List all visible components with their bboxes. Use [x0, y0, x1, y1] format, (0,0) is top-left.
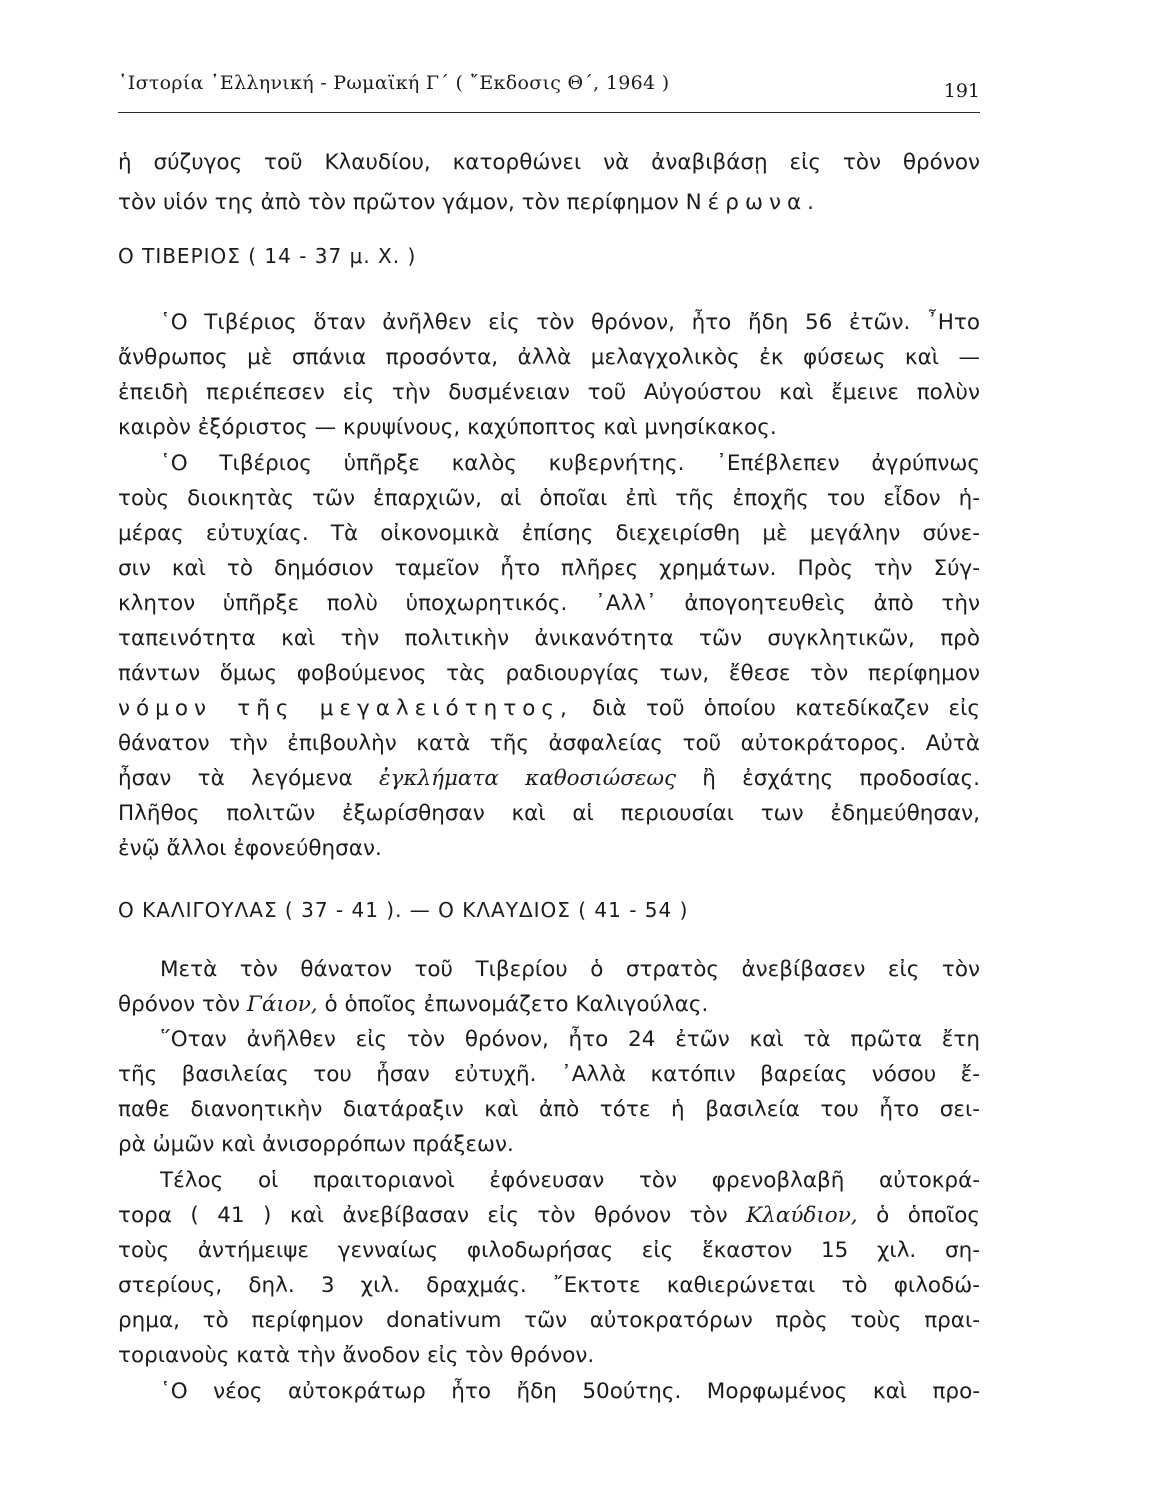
- text-span: θρόνον τὸν: [118, 992, 247, 1017]
- text-line: σιν καὶ τὸ δημόσιον ταμεῖον ἦτο πλῆρες χρημάτων. Πρὸς τὴν Σύγ-: [118, 556, 980, 581]
- page-number: 191: [943, 80, 980, 102]
- text-line: καιρὸν ἐξόριστος — κρυψίνους, καχύποπτος καὶ μνησίκακος.: [118, 415, 777, 440]
- text-line: [118, 990, 980, 1020]
- text-line: ρημα, τὸ περίφημον donativum τῶν αὐτοκρατόρων πρὸς τοὺς πραι-: [118, 1308, 980, 1333]
- text-line: θάνατον τὴν ἐπιβουλὴν κατὰ τῆς ἀσφαλείας τοῦ αὐτοκράτορος. Αὐτὰ: [118, 731, 980, 756]
- spaced-name: Νέρωνα.: [685, 190, 820, 215]
- text-line: κλητον ὑπῆρξε πολὺ ὑποχωρητικός. ᾽Αλλ᾽ ἀπογοητευθεὶς ἀπὸ τὴν: [118, 591, 980, 616]
- text-line: Μετὰ τὸν θάνατον τοῦ Τιβερίου ὁ στρατὸς ἀνεβίβασεν εἰς τὸν: [160, 957, 980, 982]
- text-line: ρὰ ὠμῶν καὶ ἀνισορρόπων πράξεων.: [118, 1132, 514, 1157]
- text-line: Πλῆθος πολιτῶν ἐξωρίσθησαν καὶ αἱ περιουσίαι των ἐδημεύθησαν,: [118, 801, 980, 826]
- text-line: ῞Οταν ἀνῆλθεν εἰς τὸν θρόνον, ἦτο 24 ἐτῶν καὶ τὰ πρῶτα ἔτη: [160, 1027, 980, 1052]
- text-line: ταπεινότητα καὶ τὴν πολιτικὴν ἀνικανότητα τῶν συγκλητικῶν, πρὸ: [118, 626, 980, 651]
- text-line: ῾Ο Τιβέριος ὅταν ἀνῆλθεν εἰς τὸν θρόνον, ἦτο ἤδη 56 ἐτῶν. ῏Ητο: [160, 310, 980, 335]
- italic-term: ἐγκλήματα καθοσιώσεως: [378, 766, 677, 791]
- text-line: τῆς βασιλείας του ἦσαν εὐτυχῆ. ᾽Αλλὰ κατόπιν βαρείας νόσου ἔ-: [118, 1062, 980, 1087]
- running-title: ῾Ιστορία ῾Ελληνική - Ρωμαϊκή Γ΄ ( ῎Εκδοσις Θ΄, 1964 ): [118, 72, 670, 94]
- italic-name: Κλαύδιον,: [746, 1203, 858, 1228]
- text-span: ὁ ὁποῖος ἐπωνομάζετο Καλιγούλας.: [317, 992, 709, 1017]
- section-heading-tiberius: Ο ΤΙΒΕΡΙΟΣ ( 14 - 37 μ. Χ. ): [118, 244, 417, 268]
- text-line: πάντων ὅμως φοβούμενος τὰς ραδιουργίας των, ἔθεσε τὸν περίφημον: [118, 661, 980, 686]
- text-line: τοὺς διοικητὰς τῶν ἐπαρχιῶν, αἱ ὁποῖαι ἐπὶ τῆς ἐποχῆς του εἶδον ἡ-: [118, 486, 980, 511]
- running-header: [118, 72, 980, 113]
- text-line: [118, 764, 980, 794]
- text-line: ἐπειδὴ περιέπεσεν εἰς τὴν δυσμένειαν τοῦ Αὐγούστου καὶ ἔμεινε πολὺν: [118, 380, 980, 405]
- text-line: τοὺς ἀντήμειψε γενναίως φιλοδωρήσας εἰς ἕκαστον 15 χιλ. ση-: [118, 1238, 980, 1263]
- text-line: [118, 694, 980, 724]
- text-span: ἦσαν τὰ λεγόμενα: [118, 766, 379, 791]
- spaced-term: νόμον τῆς μεγαλειότητος,: [118, 696, 573, 721]
- text-line: [118, 1201, 980, 1231]
- italic-name: Γάιον,: [246, 992, 318, 1017]
- text-line: ἄνθρωπος μὲ σπάνια προσόντα, ἀλλὰ μελαγχολικὸς ἐκ φύσεως καὶ —: [118, 345, 980, 370]
- section-heading-caligula-claudius: Ο ΚΑΛΙΓΟΥΛΑΣ ( 37 - 41 ). — Ο ΚΛΑΥΔΙΟΣ ( 41 - 54 ): [118, 898, 689, 922]
- text-line: μέρας εὐτυχίας. Τὰ οἰκονομικὰ ἐπίσης διεχειρίσθη μὲ μεγάλην σύνε-: [118, 521, 980, 546]
- text-span: τορα ( 41 ) καὶ ἀνεβίβασαν εἰς τὸν θρόνον τὸν: [118, 1203, 747, 1228]
- text-line: ἡ σύζυγος τοῦ Κλαυδίου, κατορθώνει νὰ ἀναβιβάσῃ εἰς τὸν θρόνον: [118, 150, 980, 175]
- text-line: ἐνῷ ἄλλοι ἐφονεύθησαν.: [118, 836, 382, 861]
- text-line: [118, 188, 980, 218]
- text-line: παθε διανοητικὴν διατάραξιν καὶ ἀπὸ τότε ἡ βασιλεία του ἦτο σει-: [118, 1097, 980, 1122]
- text-span: τὸν υἱόν της ἀπὸ τὸν πρῶτον γάμον, τὸν περίφημον: [118, 190, 686, 215]
- text-line: ῾Ο νέος αὐτοκράτωρ ἦτο ἤδη 50ούτης. Μορφωμένος καὶ προ-: [160, 1379, 980, 1404]
- text-line: τοριανοὺς κατὰ τὴν ἄνοδον εἰς τὸν θρόνον.: [118, 1343, 595, 1368]
- text-line: Τέλος οἱ πραιτοριανοὶ ἐφόνευσαν τὸν φρενοβλαβῆ αὐτοκρά-: [160, 1168, 980, 1193]
- text-line: στερίους, δηλ. 3 χιλ. δραχμάς. ῎Εκτοτε καθιερώνεται τὸ φιλοδώ-: [118, 1273, 980, 1298]
- text-span: διὰ τοῦ ὁποίου κατεδίκαζεν εἰς: [572, 696, 980, 721]
- text-span: ἢ ἐσχάτης προδοσίας.: [676, 766, 980, 791]
- text-span: ὁ ὁποῖος: [857, 1203, 980, 1228]
- text-line: ῾Ο Τιβέριος ὑπῆρξε καλὸς κυβερνήτης. ᾽Επέβλεπεν ἀγρύπνως: [160, 451, 980, 476]
